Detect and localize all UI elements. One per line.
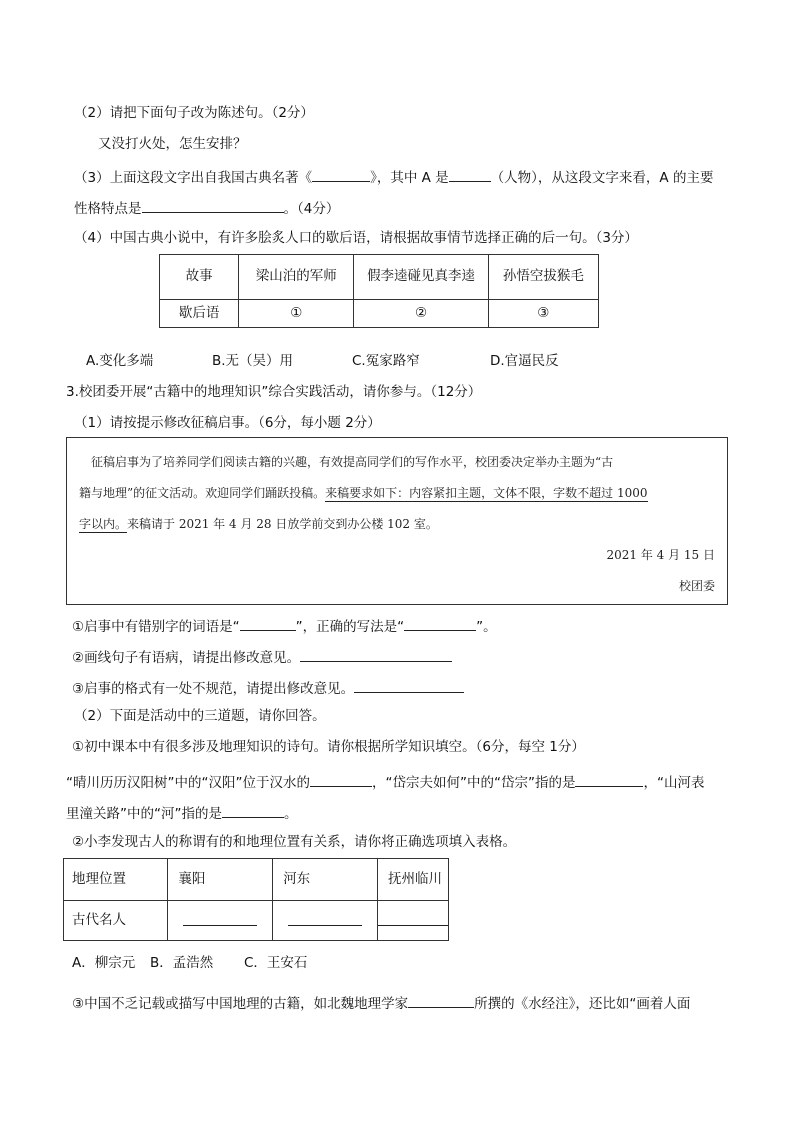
q3-text-4: 性格特点是 [74,201,142,217]
grammar-fix-blank[interactable] [300,648,452,662]
poem-line-1 [66,773,704,791]
character-blank[interactable] [449,168,491,182]
table-cell: 歇后语 [160,300,239,328]
book-name-blank[interactable] [312,168,370,182]
item1-text-2: ”，正确的写法是“ [295,619,405,635]
q4-prompt: （4）中国古典小说中，有许多脍炙人口的歇后语，请根据故事情节选择正确的后一句。（3分） [74,230,638,246]
table-cell: 孙悟空拔猴毛 [488,255,598,300]
river-blank[interactable] [222,804,284,818]
answer-cell-2[interactable]: ② [354,300,488,328]
item1-text-3: ”。 [476,619,497,635]
geo-option-b: B．孟浩然 [150,955,214,971]
xiangyang-answer[interactable] [168,901,273,941]
table-cell: 故事 [160,255,239,300]
answer-blank[interactable] [288,912,362,926]
q3-text-5: 。（4分） [283,201,340,217]
answer-cell-3[interactable]: ③ [488,300,598,328]
notice-signature: 校团委 [678,579,715,593]
table-cell: 地理位置 [64,859,168,901]
q3-text-3: （人物），从这段文字来看，A 的主要 [490,170,714,186]
item3 [72,679,464,697]
geo-option-a: A．柳宗元 [72,955,136,971]
section3-sub1: （1）请按提示修改征稿启事。（6分，每小题 2分） [74,415,381,431]
q4-option-a: A.变化多端 [86,353,154,369]
q2-prompt: （2）请把下面句子改为陈述句。（2分） [74,105,314,121]
answer-blank[interactable] [183,912,257,926]
table-cell: 河东 [273,859,378,901]
section3-title: 3.校团委开展“古籍中的地理知识”综合实践活动，请你参与。（12分） [66,384,482,400]
item2-text: ②画线句子有语病，请提出修改意见。 [72,650,301,666]
classic-line [72,994,690,1012]
correct-word-blank[interactable] [404,617,476,631]
hanyang-blank[interactable] [310,773,372,787]
notice-date: 2021 年 4 月 15 日 [606,548,715,562]
geographer-blank[interactable] [408,994,474,1008]
item1 [72,617,497,635]
item2 [72,648,452,666]
personality-blank[interactable] [142,199,284,213]
table-cell: 抚州临川 [378,859,449,901]
linchuan-answer[interactable] [378,901,449,941]
poem-text-1: “晴川历历汉阳树”中的“汉阳”位于汉水的 [66,775,310,791]
table-cell: 襄阳 [168,859,273,901]
poem-text-4: 里潼关路”中的“河”指的是 [66,806,222,822]
answer-blank[interactable] [378,912,448,926]
section3-sub2: （2）下面是活动中的三道题，请你回答。 [74,708,326,724]
geo-option-c: C．王安石 [244,955,308,971]
xiehouyu-table [159,254,599,328]
classic-text-2: 所撰的《水经注》，还比如“画着人面 [474,996,691,1012]
table-cell: 梁山泊的军师 [239,255,354,300]
classic-text-1: ③中国不乏记载或描写中国地理的古籍，如北魏地理学家 [72,996,409,1012]
poem-text-2: ，“岱宗夫如何”中的“岱宗”指的是 [371,775,576,791]
notice-text: 来稿请于 2021 年 4 月 28 日放学前交到办公楼 102 室。 [127,517,438,531]
notice-text: 籍与地理”的征文活动。欢迎同学们踊跃投稿。 [79,486,326,500]
geo-prompt: ②小李发现古人的称谓有的和地理位置有关系，请你将正确选项填入表格。 [72,834,517,850]
poem-text-3: ，“山河表 [643,775,705,791]
underlined-sentence-end: 字以内。 [79,517,128,531]
q4-option-d: D.官逼民反 [490,353,559,369]
q4-option-b: B.无（吴）用 [212,353,294,369]
q3-line1 [74,168,713,186]
notice-line-3 [79,518,438,530]
geo-table [63,858,449,941]
notice-line-2 [79,487,648,499]
format-fix-blank[interactable] [354,679,464,693]
item1-text-1: ①启事中有错别字的词语是“ [72,619,240,635]
hedong-answer[interactable] [273,901,378,941]
notice-box [66,437,728,605]
table-cell: 古代名人 [64,901,168,941]
q2-sentence: 又没打火处，怎生安排？ [98,136,247,152]
answer-cell-1[interactable]: ① [239,300,354,328]
wrong-word-blank[interactable] [240,617,296,631]
q4-option-c: C.冤家路窄 [352,353,420,369]
underlined-sentence: 来稿要求如下：内容紧扣主题，文体不限，字数不超过 1000 [325,486,648,500]
table-cell: 假李逵碰见真李逵 [354,255,488,300]
q3-line2 [74,199,339,217]
notice-line-1: 征稿启事为了培养同学们阅读古籍的兴趣，有效提高同学们的写作水平，校团委决定举办主题为“古 [91,455,614,469]
q3-text-2: 》，其中 A 是 [370,170,449,186]
poem-text-5: 。 [283,806,298,822]
daizong-blank[interactable] [575,773,643,787]
poem-line-2 [66,804,297,822]
q3-text-1: （3）上面这段文字出自我国古典名著《 [74,170,313,186]
item3-text: ③启事的格式有一处不规范，请提出修改意见。 [72,681,355,697]
poem-prompt: ①初中课本中有很多涉及地理知识的诗句。请你根据所学知识填空。（6分，每空 1分） [72,739,585,755]
